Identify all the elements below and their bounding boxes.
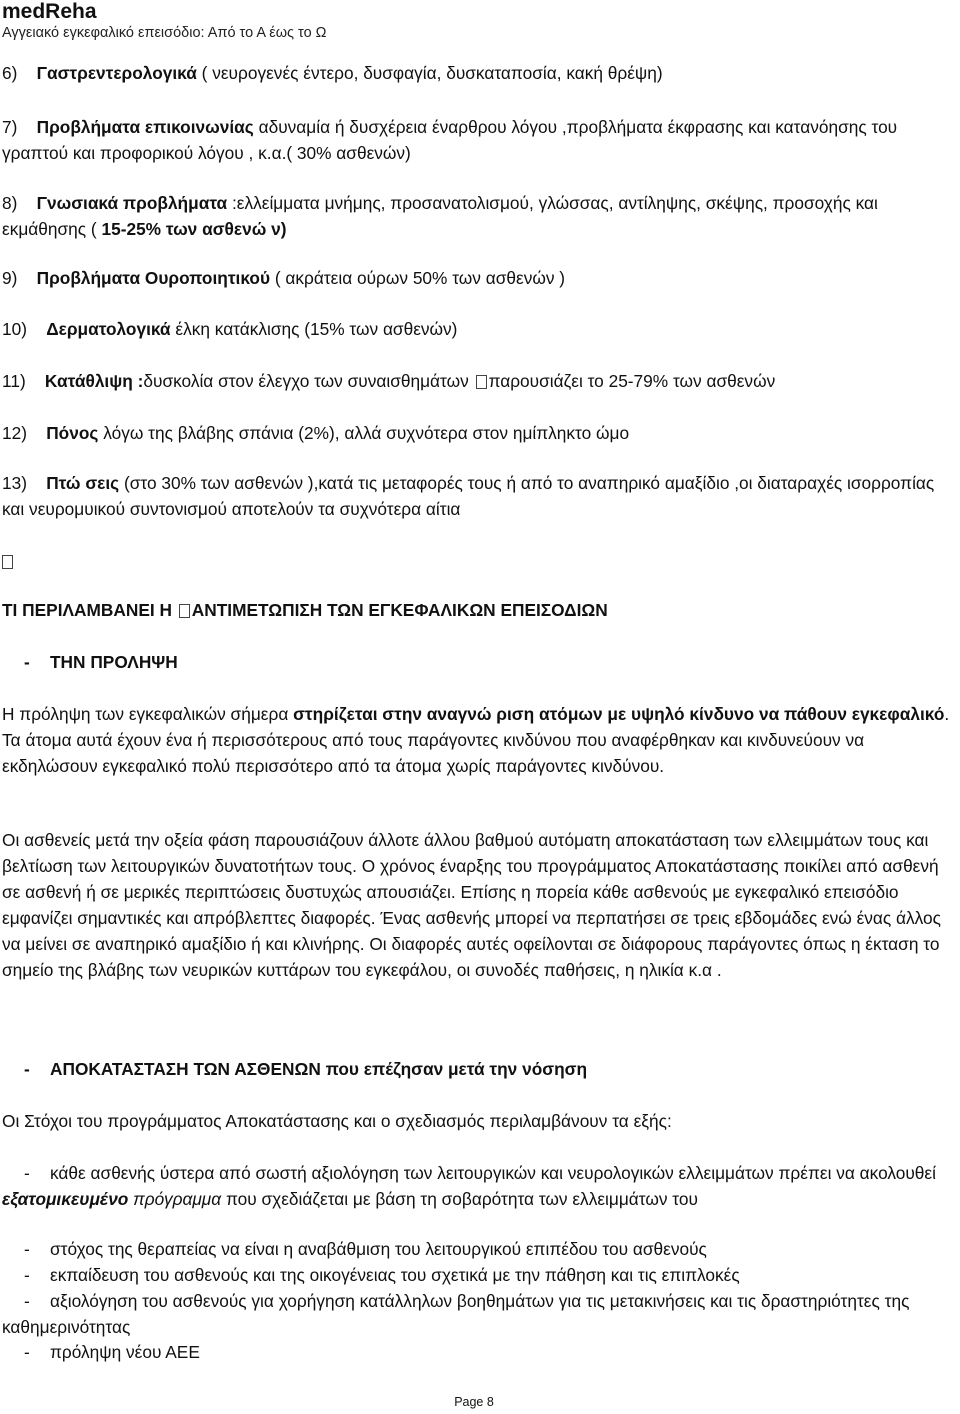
item-text-2: παρουσιάζει το 25-79% των ασθενών	[488, 371, 776, 391]
list-item-13	[2, 470, 952, 522]
heading-part-1: ΤΙ ΠΕΡΙΛΑΜΒΑΝΕΙ Η	[2, 600, 177, 620]
item-text: (στο 30% των ασθενών ),κατά τις μεταφορές τους ή από το αναπηρικό αμαξίδιο ,οι διαταραχές ισορροπίας και νευρομυικού συντονισμού αποτελούν τα συχνότερα αίτια	[2, 473, 935, 519]
document-subtitle: Αγγειακό εγκεφαλικό επεισόδιο: Από το Α έως το Ω	[2, 25, 327, 41]
missing-glyph-icon	[179, 604, 190, 618]
prevention-text-a: Η πρόληψη των εγκεφαλικών σήμερα	[2, 704, 294, 724]
bullet-text-bold-italic: εξατομικευμένο	[2, 1189, 129, 1209]
item-number: 6)	[2, 63, 18, 83]
bullet-text-italic: πρόγραμμα	[128, 1189, 222, 1209]
item-number: 13)	[2, 473, 27, 493]
item-number: 11)	[2, 371, 26, 391]
prevention-heading-text: ΤΗΝ ΠΡΟΛΗΨΗ	[50, 652, 178, 672]
item-number: 9)	[2, 268, 18, 288]
item-text: δυσκολία στον έλεγχο των συναισθημάτων	[143, 371, 474, 391]
prevention-paragraph	[2, 701, 954, 779]
rehab-bullet-2	[2, 1236, 952, 1262]
list-item-11	[2, 368, 952, 394]
dash-marker: -	[24, 1342, 30, 1362]
prevention-heading	[2, 649, 952, 675]
document-header	[2, 0, 327, 42]
item-number: 8)	[2, 193, 18, 213]
bullet-text-b: που σχεδιάζεται με βάση τη σοβαρότητα των ελλειμμάτων του	[221, 1189, 698, 1209]
list-item-12	[2, 420, 952, 446]
item-title: Πόνος	[46, 423, 99, 443]
item-text: έλκη κατάκλισης (15% των ασθενών)	[170, 319, 458, 339]
item-text: :ελλείμματα μνήμης, προσανατολισμού, γλώσσας, αντίληψης, σκέψης, προσοχής και εκμάθησης (	[2, 193, 878, 239]
rehab-intro-text: Οι Στόχοι του προγράμματος Αποκατάστασης και ο σχεδιασμός περιλαμβάνουν τα εξής:	[2, 1111, 672, 1131]
bullet-text: αξιολόγηση του ασθενούς για χορήγηση κατάλληλων βοηθημάτων για τις μετακινήσεις και τις δραστηριότητες της καθημερινότητας	[2, 1291, 910, 1337]
list-item-9	[2, 265, 952, 291]
bullet-text-a: κάθε ασθενής ύστερα από σωστή αξιολόγηση των λειτουργικών και νευρολογικών ελλειμμάτων πρέπει να ακολουθεί	[50, 1163, 936, 1183]
dash-marker: -	[24, 1239, 30, 1259]
bullet-text: εκπαίδευση του ασθενούς και της οικογένειας του σχετικά με την πάθηση και τις επιπλοκές	[50, 1265, 740, 1285]
rehab-heading	[2, 1056, 952, 1082]
bullet-text: πρόληψη νέου ΑΕΕ	[50, 1342, 200, 1362]
prevention-text-b: . Τα άτομα αυτά έχουν ένα ή περισσότερους από τους παράγοντες κινδύνου που αναφέρθηκαν και κινδυνεύουν να εκδηλώσουν εγκεφαλικό πολύ περισσότερο από τα άτομα χωρίς παράγοντες κινδύνου.	[2, 704, 950, 776]
prevention-text-bold: στηρίζεται στην αναγνώ ριση ατόμων με υψηλό κίνδυνο να πάθουν εγκεφαλικό	[293, 704, 945, 724]
recovery-paragraph	[2, 827, 952, 983]
list-item-7	[2, 114, 952, 166]
page-footer	[0, 1394, 960, 1410]
rehab-heading-text: ΑΠΟΚΑΤΑΣΤΑΣΗ ΤΩΝ ΑΣΘΕΝΩΝ που επέζησαν μετά την νόσηση	[50, 1059, 588, 1079]
item-number: 7)	[2, 117, 18, 137]
section-heading	[2, 597, 952, 623]
item-title: Γνωσιακά προβλήματα	[36, 193, 228, 213]
list-item-6	[2, 60, 952, 86]
brand-name: medReha	[2, 0, 97, 23]
item-number: 10)	[2, 319, 27, 339]
dash-marker: -	[24, 1059, 30, 1079]
item-text: αδυναμία ή δυσχέρεια έναρθρου λόγου ,προβλήματα έκφρασης και κατανόησης του γραπτού και προφορικού λόγου , κ.α.( 30% ασθενών)	[2, 117, 898, 163]
item-number: 12)	[2, 423, 27, 443]
item-title: Γαστρεντερολογικά	[36, 63, 197, 83]
item-title: Κατάθλιψη :	[44, 371, 144, 391]
list-item-8	[2, 190, 952, 242]
item-bold-tail: 15-25% των ασθενώ ν)	[101, 219, 287, 239]
page-number: Page 8	[454, 1395, 494, 1409]
item-title: Πτώ σεις	[46, 473, 120, 493]
item-text: ( νευρογενές έντερο, δυσφαγία, δυσκαταποσία, κακή θρέψη)	[196, 63, 663, 83]
dash-marker: -	[24, 1265, 30, 1285]
rehab-bullet-5	[2, 1339, 952, 1365]
rehab-intro	[2, 1108, 952, 1134]
dash-marker: -	[24, 1291, 30, 1311]
rehab-bullet-1	[2, 1160, 952, 1212]
item-title: Δερματολογικά	[46, 319, 171, 339]
list-item-10	[2, 316, 952, 342]
missing-glyph-icon	[476, 375, 487, 389]
heading-part-2: ΑΝΤΙΜΕΤΩΠΙΣΗ ΤΩΝ ΕΓΚΕΦΑΛΙΚΩΝ ΕΠΕΙΣΟΔΙΩΝ	[191, 600, 608, 620]
item-text: ( ακράτεια ούρων 50% των ασθενών )	[270, 268, 566, 288]
item-text: λόγω της βλάβης σπάνια (2%), αλλά συχνότερα στον ημίπληκτο ώμο	[98, 423, 630, 443]
rehab-bullet-3	[2, 1262, 952, 1288]
recovery-text: Οι ασθενείς μετά την οξεία φάση παρουσιάζουν άλλοτε άλλου βαθμού αυτόματη αποκατάσταση των ελλειμμάτων τους και βελτίωση των λειτουργικών δυνατοτήτων τους. Ο χρόνος έναρξης του προγράμματος Αποκατάστασης ποικίλει από ασθενή σε ασθενή ή σε μερικές περιπτώσεις δυστυχώς απουσιάζει. Επίσης η πορεία κάθε ασθενούς με εγκεφαλικό επεισόδιο εμφανίζει σημαντικές και απρόβλεπτες διαφορές. Ένας ασθενής μπορεί να περπατήσει σε τρεις εβδομάδες ενώ ένας άλλος να μείνει σε αναπηρικό αμαξίδιο ή και κλινήρης. Οι διαφορές αυτές οφείλονται σε διάφορους παράγοντες όπως η έκταση το σημείο της βλάβης των νευρικών κυττάρων του εγκεφάλου, οι συνοδές παθήσεις, η ηλικία κ.α .	[2, 830, 942, 980]
dash-marker: -	[24, 1163, 30, 1183]
rehab-bullet-4	[2, 1288, 952, 1340]
missing-glyph-icon	[2, 555, 13, 569]
item-title: Προβλήματα Ουροποιητικού	[36, 268, 271, 288]
bullet-text: στόχος της θεραπείας να είναι η αναβάθμιση του λειτουργικού επιπέδου του ασθενούς	[50, 1239, 707, 1259]
dash-marker: -	[24, 652, 30, 672]
missing-glyph-line	[2, 548, 952, 574]
item-title: Προβλήματα επικοινωνίας	[36, 117, 254, 137]
